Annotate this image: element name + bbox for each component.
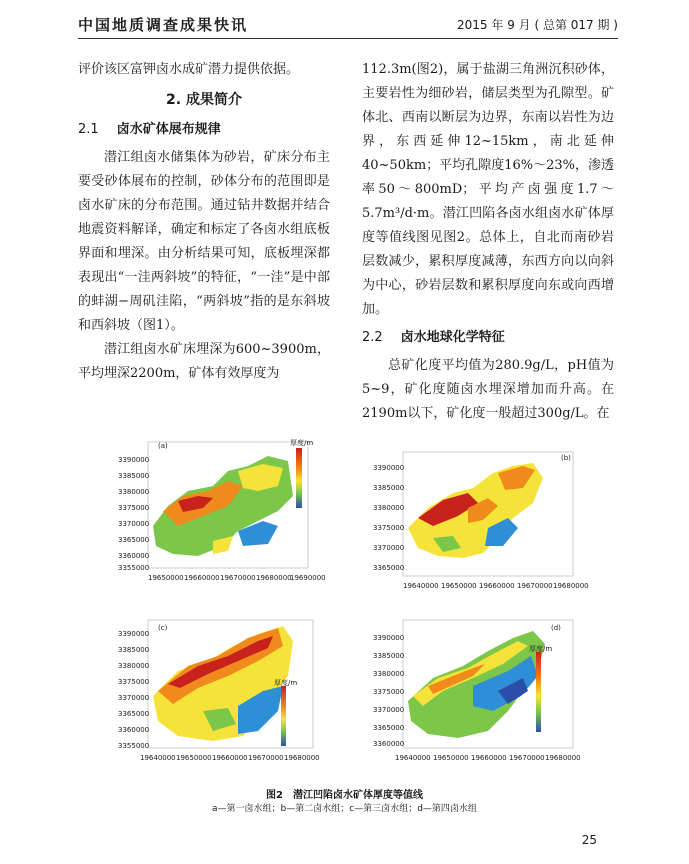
y-tick: 3370000 <box>373 706 405 714</box>
y-tick: 3355000 <box>118 742 150 750</box>
map-d-graphic <box>373 616 588 768</box>
y-tick: 3375000 <box>118 678 150 686</box>
x-tick: 19650000 <box>148 574 184 582</box>
contour-map-a <box>118 436 333 588</box>
y-tick: 3390000 <box>118 456 150 464</box>
subsection-heading-2-2 <box>362 326 614 350</box>
y-tick: 3390000 <box>118 630 150 638</box>
x-tick: 19650000 <box>176 754 212 762</box>
x-tick: 19640000 <box>395 754 431 762</box>
y-tick: 3375000 <box>373 524 405 532</box>
x-tick: 19650000 <box>441 582 477 590</box>
body-paragraph: 潜江组卤水矿床埋深为600~3900m，平均埋深2200m，矿体有效厚度为 <box>78 342 330 381</box>
map-label: (b) <box>561 454 571 462</box>
contour-map-b <box>373 448 588 600</box>
figure-2-maps <box>118 436 598 774</box>
x-tick: 19660000 <box>479 582 515 590</box>
y-tick: 3380000 <box>118 662 150 670</box>
y-tick: 3365000 <box>118 536 150 544</box>
x-tick: 19660000 <box>471 754 507 762</box>
y-tick: 3380000 <box>373 670 405 678</box>
y-tick: 3385000 <box>118 472 150 480</box>
map-label: (a) <box>158 442 168 450</box>
x-tick: 19670000 <box>248 754 284 762</box>
map-b-graphic <box>373 448 588 600</box>
y-tick: 3370000 <box>373 544 405 552</box>
x-tick: 19680000 <box>284 754 320 762</box>
right-column <box>362 58 614 426</box>
y-tick: 3380000 <box>118 488 150 496</box>
y-tick: 3365000 <box>373 724 405 732</box>
issue-info: 2015 年 9 月 ( 总第 017 期 ) <box>457 18 618 32</box>
legend-title: 厚度/m <box>290 439 314 447</box>
map-c-graphic <box>118 616 333 768</box>
header-rule <box>78 38 618 39</box>
subsection-title: 卤水矿体展布规律 <box>116 122 221 137</box>
body-paragraph: 112.3m(图2)，属于盐湖三角洲沉积砂体，主要岩性为细砂岩，储层类型为孔隙型。矿体北、西南以断层为边界，东南以岩性为边界，东西延伸12~15km，南北延伸40~50km；平均孔隙度16%～23%，渗透率50～800mD；平均产卤强度1.7～5.7m³/d·m。潜江凹陷各卤水组卤水矿体厚度等值线图见图2。总体上，自北而南砂岩层数减少，累积厚度减薄，东西方向以向斜为中心，砂岩层数和累积厚度向东或向西增加。 <box>362 62 614 317</box>
subsection-heading-2-1 <box>78 118 330 142</box>
y-tick: 3375000 <box>118 504 150 512</box>
contour-map-c <box>118 616 333 768</box>
x-tick: 19650000 <box>433 754 469 762</box>
y-tick: 3360000 <box>373 740 405 748</box>
subsection-title: 卤水地球化学特征 <box>400 330 505 345</box>
y-tick: 3385000 <box>373 484 405 492</box>
x-tick: 19640000 <box>403 582 439 590</box>
map-a-graphic <box>118 436 333 588</box>
x-tick: 19660000 <box>184 574 220 582</box>
y-tick: 3365000 <box>118 710 150 718</box>
y-tick: 3360000 <box>118 552 150 560</box>
x-tick: 19680000 <box>553 582 589 590</box>
legend-title: 厚度/m <box>274 679 298 687</box>
subsection-number: 2.2 <box>362 330 383 345</box>
journal-title: 中国地质调查成果快讯 <box>78 16 249 34</box>
x-tick: 19690000 <box>290 574 326 582</box>
section-heading: 2. 成果简介 <box>166 92 242 108</box>
y-tick: 3380000 <box>373 504 405 512</box>
x-tick: 19680000 <box>256 574 292 582</box>
x-tick: 19680000 <box>545 754 581 762</box>
x-tick: 19640000 <box>140 754 176 762</box>
x-tick: 19660000 <box>212 754 248 762</box>
left-column <box>78 58 330 386</box>
y-tick: 3385000 <box>118 646 150 654</box>
x-tick: 19670000 <box>509 754 545 762</box>
y-tick: 3390000 <box>373 634 405 642</box>
contour-map-d <box>373 616 588 768</box>
figure-subcaption: a—第一卤水组；b—第二卤水组；c—第三卤水组；d—第四卤水组 <box>212 804 477 814</box>
legend-title: 厚度/m <box>529 645 553 653</box>
y-tick: 3370000 <box>118 694 150 702</box>
y-tick: 3355000 <box>118 564 150 572</box>
subsection-number: 2.1 <box>78 122 99 137</box>
body-paragraph: 总矿化度平均值为280.9g/L，pH值为5~9，矿化度随卤水埋深增加而升高。在2190m以下，矿化度一般超过300g/L。在 <box>362 358 614 421</box>
map-label: (c) <box>158 624 168 632</box>
page-number: 25 <box>581 833 597 847</box>
intro-paragraph: 评价该区富钾卤水成矿潜力提供依据。 <box>78 62 300 77</box>
y-tick: 3370000 <box>118 520 150 528</box>
y-tick: 3360000 <box>118 726 150 734</box>
y-tick: 3365000 <box>373 564 405 572</box>
map-label: (d) <box>551 624 561 632</box>
x-tick: 19670000 <box>220 574 256 582</box>
page-header <box>78 14 618 36</box>
figure-caption: 图2 潜江凹陷卤水矿体厚度等值线 <box>266 790 423 801</box>
y-tick: 3375000 <box>373 688 405 696</box>
y-tick: 3385000 <box>373 652 405 660</box>
x-tick: 19670000 <box>517 582 553 590</box>
y-tick: 3390000 <box>373 464 405 472</box>
body-paragraph: 潜江组卤水储集体为砂岩，矿床分布主要受砂体展布的控制，砂体分布的范围即是卤水矿床的分布范围。通过钻井数据并结合地震资料解译，确定和标定了各卤水组底板界面和埋深。由分析结果可知，底板埋深都表现出“一洼两斜坡”的特征，“一洼”是中部的蚌湖−周矶洼陷，“两斜坡”指的是东斜坡和西斜坡（图1）。 <box>78 150 330 333</box>
